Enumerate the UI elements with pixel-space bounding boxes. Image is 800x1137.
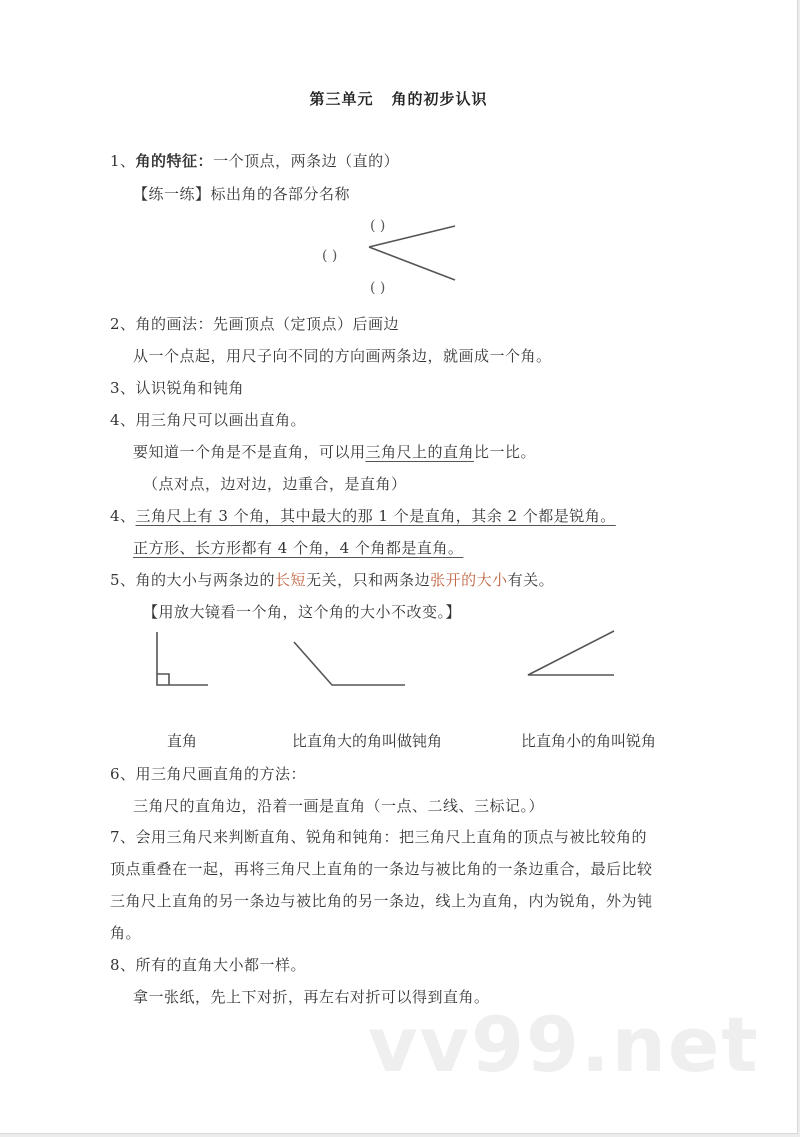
section-7-line-3: 三角尺上直角的另一条边与被比角的另一条边，线上为直角，内为锐角，外为钝 [110,892,653,910]
blank-side-top: ( ) [370,218,386,234]
section-4: 4、用三角尺可以画出直角。 [110,411,307,429]
section-1-label: 角的特征： [135,152,214,170]
blank-vertex: ( ) [322,248,338,264]
caption-acute-angle: 比直角小的角叫锐角 [521,732,657,750]
underlined-phrase: 三角尺上的直角 [365,443,475,461]
section-7-line-4: 角。 [110,924,142,942]
highlight-opening: 张开的大小 [430,571,508,589]
section-6: 6、用三角尺画直角的方法： [110,765,307,783]
section-4-note: （点对点，边对边，边重合，是直角） [143,475,407,493]
section-8: 8、所有的直角大小都一样。 [110,956,307,974]
page-title [0,88,797,109]
highlight-length: 长短 [275,571,307,589]
angle-diagram [360,220,460,290]
section-7-line-2: 顶点重叠在一起，再将三角尺上直角的一条边与被比角的一条边重合，最后比较 [110,860,653,878]
unit-topic: 角的初步认识 [391,90,488,108]
section-4b-line-1: 三角尺上有 3 个角，其中最大的那 1 个是直角，其余 2 个都是锐角。 [135,507,616,525]
right-angle-figure [150,628,220,692]
acute-angle-figure [520,626,620,681]
obtuse-angle-figure [285,635,415,690]
section-2-detail: 从一个点起，用尺子向不同的方向画两条边，就画成一个角。 [133,347,552,365]
caption-obtuse-angle: 比直角大的角叫做钝角 [292,732,443,750]
blank-side-bottom: ( ) [370,280,386,296]
section-4-detail: 要知道一个角是不是直角，可以用三角尺上的直角比一比。 [133,443,537,461]
caption-right-angle: 直角 [167,732,198,750]
section-8-detail: 拿一张纸，先上下对折，再左右对折可以得到直角。 [133,988,490,1006]
section-3: 3、认识锐角和钝角 [110,379,245,397]
watermark: vv99.net [368,1000,760,1089]
section-4b-line-2: 正方形、长方形都有 4 个角，4 个角都是直角。 [133,539,464,557]
practice-prompt: 【练一练】标出角的各部分名称 [133,185,351,203]
section-2: 2、角的画法：先画顶点（定顶点）后画边 [110,315,400,333]
section-5: 5、角的大小与两条边的长短无关，只和两条边张开的大小有关。 [110,571,555,589]
section-7-line-1: 7、会用三角尺来判断直角、锐角和钝角：把三角尺上直角的顶点与被比较角的 [110,828,648,846]
section-6-detail: 三角尺的直角边，沿着一画是直角（一点、二线、三标记。） [133,797,545,815]
section-4b: 4、三角尺上有 3 个角，其中最大的那 1 个是直角，其余 2 个都是锐角。 [110,507,616,525]
unit-label: 第三单元 [309,90,374,108]
section-1: 1、角的特征：一个顶点，两条边（直的） [110,152,400,170]
section-5-note: 【用放大镜看一个角，这个角的大小不改变。】 [143,603,462,621]
